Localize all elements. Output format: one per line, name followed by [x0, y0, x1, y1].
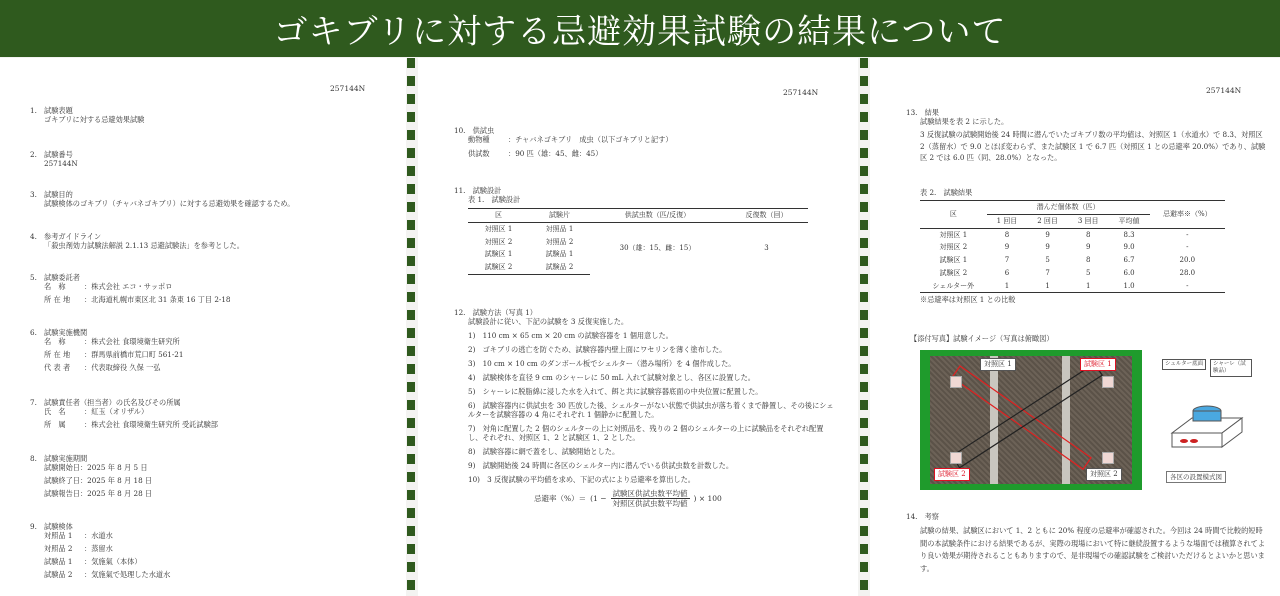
- test-container: [930, 356, 1132, 484]
- field-value: ：株式会社 エコ・サッポロ: [84, 282, 173, 291]
- table-cell: 9: [1004, 243, 1010, 252]
- table-note: ※忌避率は対照区 1 との比較: [920, 295, 1016, 305]
- field-key: 名 称: [44, 337, 66, 346]
- column-header: 潜んだ個体数（匹）: [987, 201, 1150, 215]
- doc-number: 257144N: [1206, 86, 1242, 95]
- field-value: 試験終了日：2025 年 8 月 18 日: [44, 476, 153, 485]
- field-value: ：北海道札幌市東区北 31 条東 16 丁目 2-18: [84, 295, 231, 304]
- doc-number: 257144N: [783, 88, 819, 97]
- shelter: [950, 452, 962, 464]
- list-item: 8) 試験容器に網で蓋をし、試験開始とした。: [468, 447, 620, 456]
- section-heading: 1. 試験表題: [30, 106, 73, 115]
- section-14: [906, 512, 1266, 575]
- table-cell: 3: [764, 244, 769, 253]
- table-cell: 20.0: [1179, 256, 1196, 264]
- doc-number: 257144N: [330, 84, 366, 93]
- field-key: 所 属: [44, 420, 66, 429]
- field-value: ：紅玉（オリザル）: [84, 407, 149, 416]
- photo-caption: 【添付写真】試験イメージ（写真は俯瞰図）: [910, 334, 1054, 343]
- table-cell: 1: [1027, 280, 1068, 293]
- section-11: [454, 186, 844, 275]
- field-value: ：群馬県前橋市荒口町 561-21: [84, 350, 184, 359]
- field-key: 対照品 2: [44, 544, 73, 553]
- list-item: 1) 110 cm × 65 cm × 20 cm の試験容器を 1 個用意した。: [468, 331, 673, 340]
- formula-numerator: 試験区供試虫数平均値: [612, 489, 688, 498]
- column-header: 忌避率※（%）: [1150, 201, 1225, 229]
- table-cell: 9.0: [1123, 243, 1135, 252]
- field-value: ：気施氣で処理した水道水: [84, 570, 171, 579]
- shelter: [1102, 452, 1114, 464]
- field-key: 所 在 地: [44, 350, 71, 359]
- table-row: [920, 228, 1225, 241]
- petri-dish-body: [1193, 411, 1221, 421]
- table-cell: 試験区 2: [939, 268, 968, 277]
- repellency-formula: [534, 489, 834, 509]
- field-key: 動物種: [468, 135, 490, 144]
- table-cell: 6: [1004, 268, 1010, 277]
- discussion-paragraph: 試験の結果、試験区において 1、2 ともに 20% 程度の忌避率が確認された。今回は 24 時間で比較的短時間の本試験条件における結果であるが、実際の現場において特に継続設置するような場面では積算されてより良い効果が期待されることもありますので、是非現場での確認試験をご検討いただけるとよいかと思います。: [920, 526, 1266, 573]
- table-row: [920, 241, 1225, 254]
- area-label-control-2: 対照区 2: [1086, 468, 1122, 481]
- table-cell: 28.0: [1179, 268, 1196, 277]
- field-value: 試験開始日：2025 年 8 月 5 日: [44, 463, 148, 472]
- field-value: ：株式会社 食環境衛生研究所 受託試験部: [84, 420, 218, 429]
- setup-schematic: [1162, 353, 1252, 483]
- method-steps: [454, 331, 834, 484]
- field-value: ：代表取締役 久保 一弘: [84, 363, 161, 372]
- table-caption: 表 1. 試験設計: [468, 195, 521, 204]
- table-row: [920, 280, 1225, 293]
- shelter: [950, 376, 962, 388]
- column-subheader: 2 回目: [1037, 216, 1058, 225]
- formula-lhs: 忌避率（%）＝: [534, 494, 587, 504]
- section-3: [30, 190, 400, 208]
- report-page-1: [0, 58, 406, 596]
- table-cell: 試験品 1: [545, 250, 574, 259]
- section-10: [454, 126, 844, 158]
- section-13: [906, 108, 1266, 164]
- column-header: 区: [920, 201, 987, 229]
- field-key: 供試数: [468, 149, 490, 158]
- table-cell: 5: [1045, 256, 1050, 264]
- section-7: [30, 398, 400, 429]
- results-table-block: [920, 188, 1260, 304]
- schematic-label: シャーレ（試験品）: [1210, 359, 1252, 377]
- section-heading: 3. 試験目的: [30, 190, 73, 199]
- column-header: 区: [468, 209, 529, 223]
- table-cell: 8: [1085, 230, 1091, 239]
- column-subheader: 1 回目: [996, 216, 1018, 225]
- section-5: [30, 273, 400, 304]
- list-item: 10) 3 反復試験の平均値を求め、下記の式により忌避率を算出した。: [468, 475, 695, 484]
- section-heading: 6. 試験実施機関: [30, 328, 88, 337]
- list-item: 7) 対角に配置した 2 個のシェルターの上に対照品を、残りの 2 個のシェルターの上に試験品をそれぞれ配置し、それぞれ、対照区 1、2 と試験区 1、2 とした。: [468, 424, 824, 442]
- list-item: 4) 試験検体を直径 9 cm のシャーレに 50 mL 入れて試験対象とし、各区に設置した。: [468, 373, 755, 382]
- table-cell: 30（雄：15、雌：15）: [619, 244, 696, 253]
- area-label-test-2: 試験区 2: [934, 468, 970, 481]
- table-cell: シェルター外: [920, 280, 987, 293]
- column-header: 供試虫数（匹/反復）: [590, 209, 725, 223]
- table-row: [920, 254, 1225, 267]
- list-item: 9) 試験開始後 24 時間に各区のシェルター内に潜んでいる供試虫数を計数した。: [468, 461, 734, 470]
- section-8: [30, 454, 400, 498]
- table-cell: -: [1186, 230, 1189, 239]
- table-cell: 9: [1085, 243, 1091, 252]
- area-label-control-1: 対照区 1: [980, 358, 1016, 371]
- table-cell: 6.0: [1123, 268, 1135, 277]
- area-label-test-1: 試験区 1: [1080, 358, 1116, 371]
- table-row: [920, 267, 1225, 280]
- section-6: [30, 328, 400, 372]
- column-header: 反復数（回）: [725, 209, 808, 223]
- table-cell: 8: [1085, 256, 1091, 264]
- result-paragraph: 3 反復試験の試験開始後 24 時間に潜んでいたゴキブリ数の平均値は、対照区 1（水道水）で 8.3、対照区 2（蒸留水）で 9.0 とほぼ変わらず、また試験区 1 で 6.7 匹（対照区 1 との忌避率 20.0%）であり、試験区 2 では 6.0 匹（同、28.0%）となった。: [920, 130, 1266, 163]
- section-value: ゴキブリに対する忌避効果試験: [44, 115, 145, 124]
- report-page-3: [870, 58, 1280, 596]
- shelter: [1102, 376, 1114, 388]
- table-cell: -: [1150, 280, 1225, 293]
- field-key: 氏 名: [44, 407, 66, 416]
- section-12: [454, 308, 834, 509]
- section-heading: 12. 試験方法（写真 1）: [454, 308, 537, 317]
- banner-title: ゴキブリに対する忌避効果試験の結果について: [273, 12, 1007, 52]
- table-cell: 9: [1045, 230, 1050, 239]
- formula-fraction: [611, 489, 690, 509]
- table-caption: 表 2. 試験結果: [920, 188, 973, 197]
- column-header: 試験片: [529, 209, 590, 223]
- table-cell: 7: [1004, 256, 1010, 264]
- schematic-caption: 各区の設置模式図: [1166, 471, 1226, 483]
- list-item: 5) シャーレに脱脂綿に浸した水を入れて、餌と共に試験容器底面の中央位置に配置した。: [468, 387, 763, 396]
- section-1: [30, 106, 390, 124]
- table-cell: 対照区 1: [939, 230, 968, 239]
- section-heading: 11. 試験設計: [454, 186, 502, 195]
- section-value: 試験検体のゴキブリ（チャバネゴキブリ）に対する忌避効果を確認するため。: [44, 199, 295, 208]
- field-value: ：チャバネゴキブリ 成虫（以下ゴキブリと記す）: [508, 135, 673, 144]
- section-heading: 8. 試験実施期間: [30, 454, 88, 463]
- field-key: 代 表 者: [44, 363, 71, 372]
- field-value: 試験報告日：2025 年 8 月 28 日: [44, 489, 153, 498]
- table-cell: -: [1186, 243, 1189, 252]
- table-cell: 9: [1045, 243, 1050, 252]
- table-cell: 7: [1045, 268, 1050, 277]
- section-heading: 13. 結果: [906, 108, 939, 117]
- field-value: ：株式会社 食環境衛生研究所: [84, 337, 180, 346]
- table-cell: 8: [1004, 230, 1010, 239]
- formula-open: (1 −: [590, 494, 607, 504]
- results-table: [920, 200, 1225, 293]
- table-cell: 1.0: [1109, 280, 1150, 293]
- section-heading: 14. 考察: [906, 512, 939, 521]
- list-item: 2) ゴキブリの逃亡を防ぐため、試験容器内壁上面にワセリンを薄く塗布した。: [468, 345, 727, 354]
- diagonal-box-dark: [952, 363, 1102, 467]
- table-cell: 6.7: [1123, 256, 1135, 264]
- table-cell: 対照区 2: [484, 237, 513, 246]
- field-value: ：気施氣（本体）: [84, 557, 142, 566]
- design-table: [468, 208, 808, 275]
- table-cell: 対照品 1: [545, 224, 574, 233]
- table-cell: 8.3: [1123, 230, 1135, 239]
- result-line: 試験結果を表 2 に示した。: [920, 117, 1009, 126]
- page-separator: [407, 58, 415, 596]
- section-9: [30, 522, 400, 579]
- page-banner: [0, 0, 1280, 57]
- section-heading: 9. 試験検体: [30, 522, 73, 531]
- table-cell: 試験区 1: [484, 250, 513, 259]
- field-value: ：蒸留水: [84, 544, 113, 553]
- section-heading: 5. 試験委託者: [30, 273, 80, 282]
- table-cell: 1: [987, 280, 1028, 293]
- table-cell: 1: [1068, 280, 1109, 293]
- list-item: 3) 10 cm × 10 cm のダンボール板でシェルター（潜み場所）を 4 個作成した。: [468, 359, 736, 368]
- shelter-opening: [1180, 439, 1188, 443]
- table-cell: 試験区 1: [939, 256, 968, 264]
- shelter-opening: [1190, 439, 1198, 443]
- field-key: 試験品 2: [44, 570, 73, 579]
- table-cell: 試験区 2: [468, 261, 529, 274]
- table-row: [468, 222, 808, 235]
- table-cell: 5: [1085, 268, 1091, 277]
- experiment-photo: [920, 350, 1142, 490]
- schematic-drawing: [1162, 383, 1252, 463]
- section-intro: 試験設計に従い、下記の試験を 3 反復実施した。: [468, 317, 629, 326]
- table-cell: 対照区 2: [939, 243, 968, 252]
- section-heading: 2. 試験番号: [30, 150, 73, 159]
- page-separator: [860, 58, 868, 596]
- diagonal-box-red: [952, 366, 1091, 469]
- field-value: ：水道水: [84, 531, 113, 540]
- field-value: ：90 匹（雄：45、雌：45）: [508, 149, 603, 158]
- table-cell: 対照品 2: [545, 237, 574, 246]
- field-key: 名 称: [44, 282, 66, 291]
- field-key: 対照品 1: [44, 531, 73, 540]
- section-heading: 7. 試験責任者（担当者）の氏名及びその所属: [30, 398, 181, 407]
- field-key: 所 在 地: [44, 295, 71, 304]
- column-subheader: 3 回目: [1077, 216, 1099, 225]
- section-heading: 4. 参考ガイドライン: [30, 232, 102, 241]
- section-heading: 10. 供試虫: [454, 126, 495, 135]
- formula-close: ) × 100: [693, 494, 722, 504]
- field-key: 試験品 1: [44, 557, 73, 566]
- table-cell: 対照区 1: [484, 224, 513, 233]
- section-2: [30, 150, 390, 168]
- report-page-2: [418, 58, 858, 596]
- section-value: 257144N: [44, 159, 78, 168]
- formula-denominator: 対照区供試虫数平均値: [612, 499, 688, 509]
- table-cell: 試験品 2: [529, 261, 590, 274]
- schematic-label: シェルター底面: [1162, 359, 1206, 370]
- section-value: 「殺虫剤効力試験法解説 2.1.13 忌避試験法」を参考とした。: [44, 241, 244, 250]
- section-4: [30, 232, 400, 250]
- column-subheader: 平均値: [1118, 216, 1140, 225]
- list-item: 6) 試験容器内に供試虫を 30 匹放した後、シェルターがない状態で供試虫が落ち着くまで静置し、その後にシェルターを試験容器の 4 角にそれぞれ 1 個静かに配置した。: [468, 401, 834, 419]
